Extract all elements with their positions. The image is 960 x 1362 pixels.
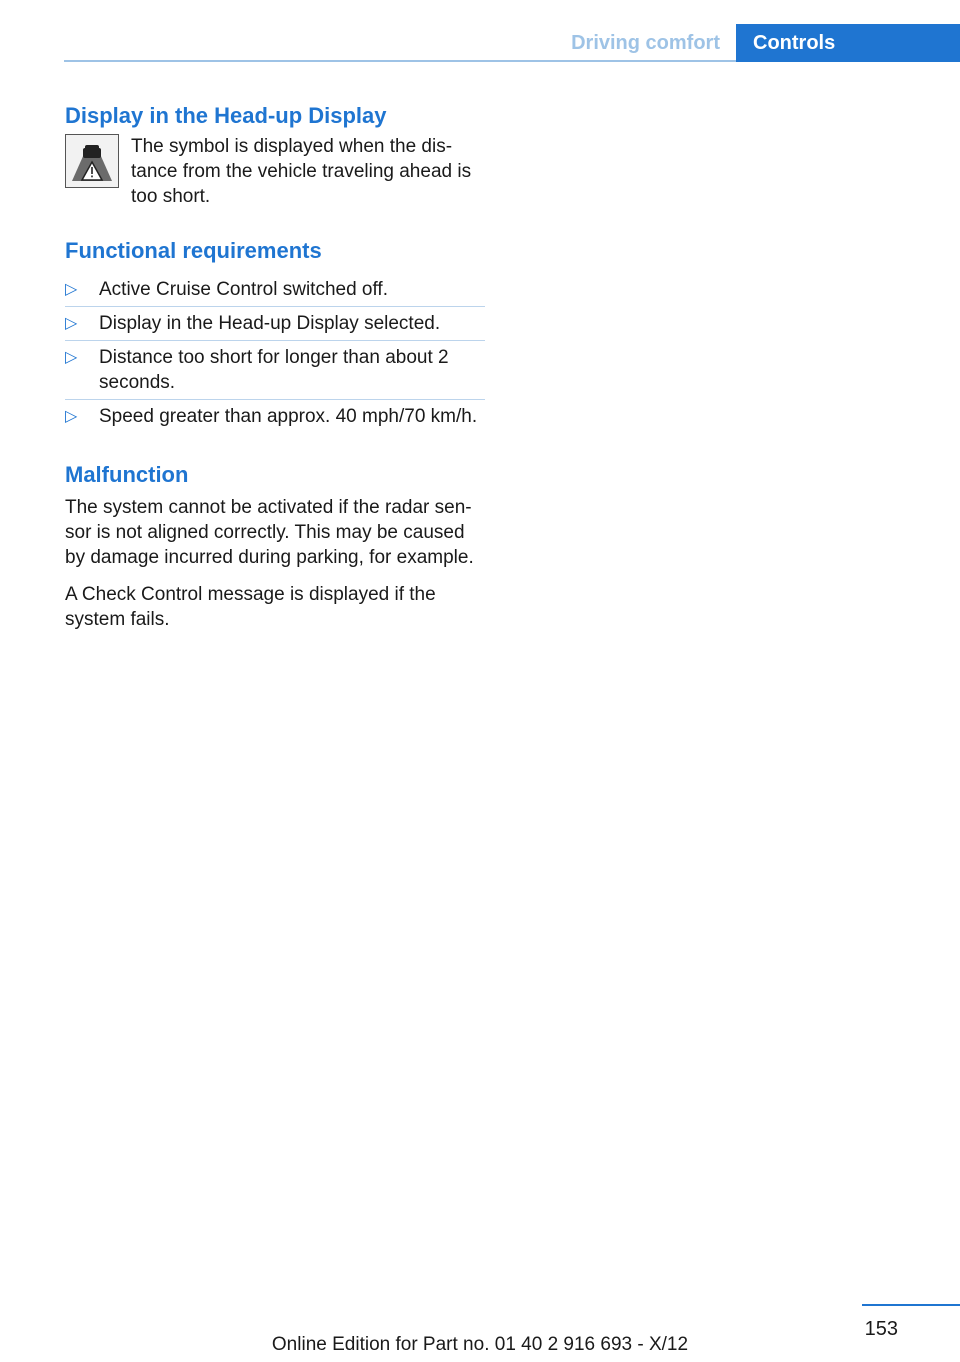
list-item: ▷ Distance too short for longer than about 2 seconds. [65,341,485,400]
header-chapter-tab: Controls [736,24,960,62]
list-item: ▷ Display in the Head-up Display selected. [65,307,485,341]
page-number: 153 [864,1318,898,1340]
bullet-triangle-icon: ▷ [65,408,78,425]
page-number-rule [862,1304,960,1306]
list-item: ▷ Speed greater than approx. 40 mph/70 km/h. [65,406,478,427]
bullet-triangle-icon: ▷ [65,281,78,298]
distance-warning-icon [65,134,119,188]
requirements-section [65,235,485,433]
malfunction-paragraph: The system cannot be activated if the radar sen-sor is not aligned correctly. This may be caused by damage incurred during parking, for example. [65,497,474,568]
bullet-triangle-icon: ▷ [65,349,78,366]
list-item: ▷ Active Cruise Control switched off. [65,273,485,307]
requirements-heading: Functional requirements [65,238,322,263]
header-section-title: Driving comfort [571,32,720,54]
hud-description: The symbol is displayed when the dis-tance from the vehicle traveling ahead is too short. [131,136,472,207]
malfunction-section [65,459,485,632]
page-content [65,100,485,632]
footer-edition: Online Edition for Part no. 01 40 2 916 693 - X/12 [271,1334,689,1355]
bullet-triangle-icon: ▷ [65,315,78,332]
malfunction-heading: Malfunction [65,462,189,487]
malfunction-paragraph: A Check Control message is displayed if the system fails. [65,584,436,630]
hud-row [65,134,485,209]
requirements-list [65,273,485,433]
hud-heading: Display in the Head-up Display [65,103,387,128]
